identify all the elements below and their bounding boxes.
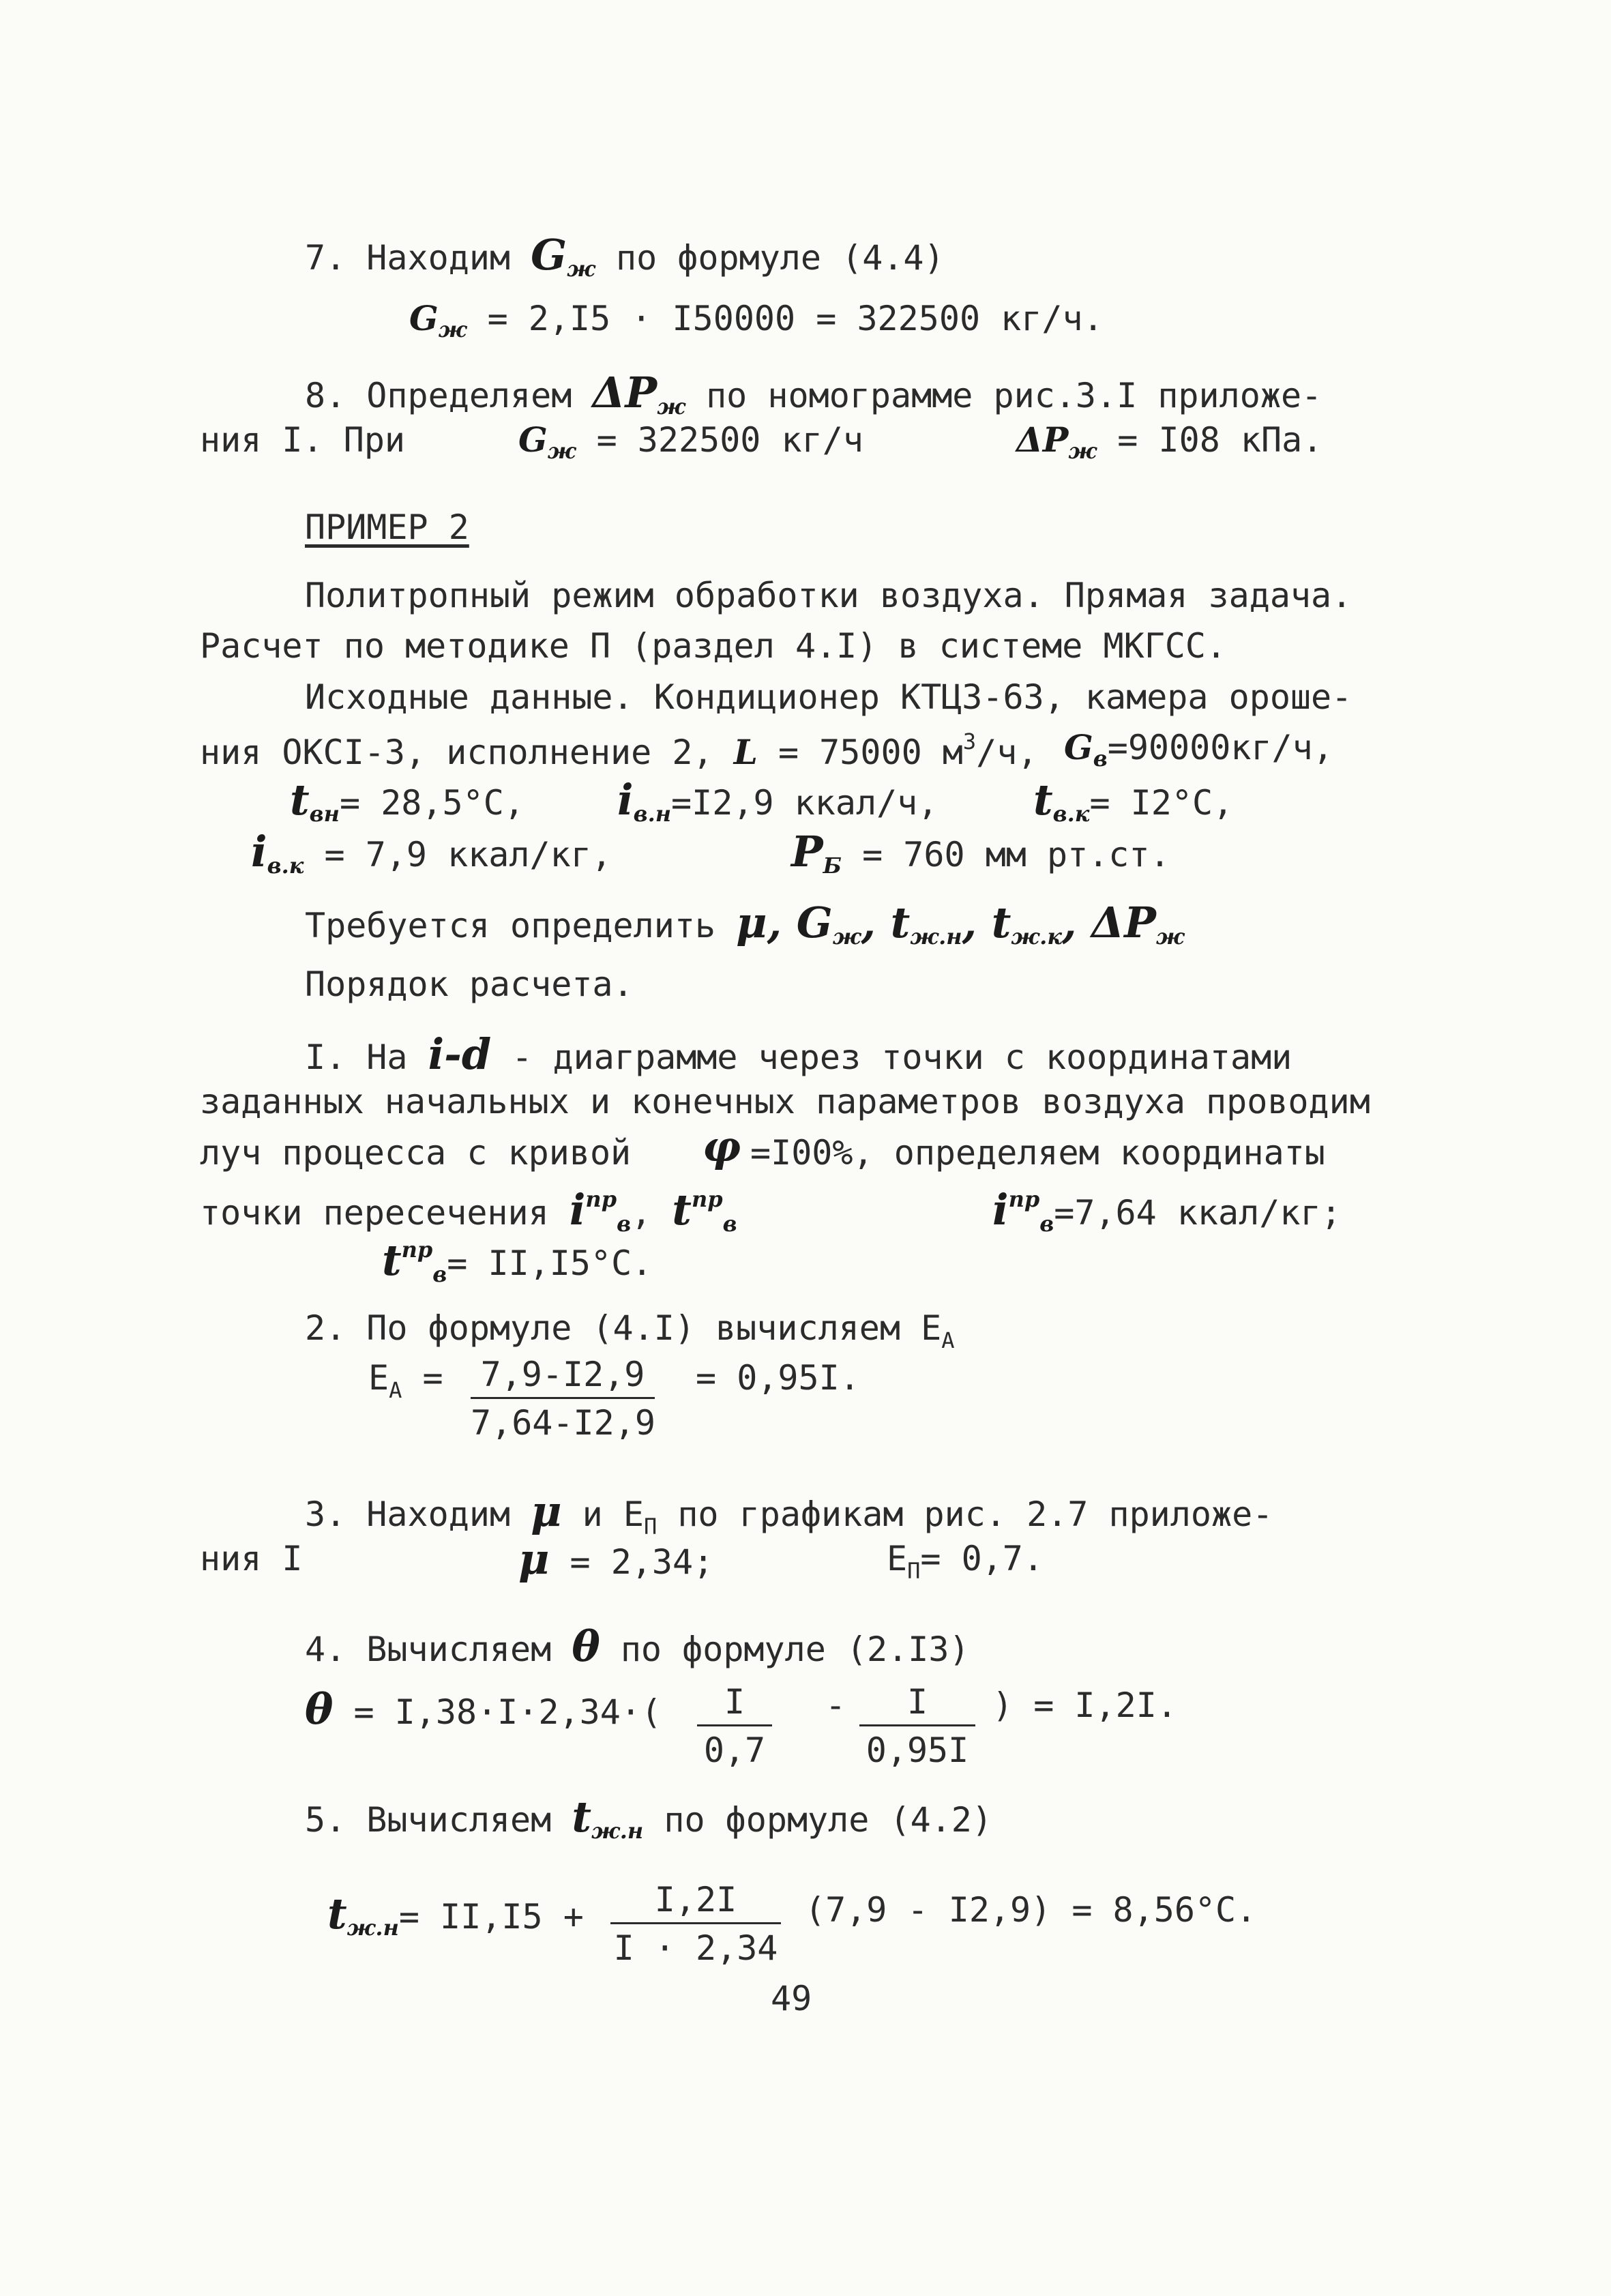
step-1-text: - диаграмме через точки с координатами xyxy=(512,1037,1292,1077)
symbol-i-v-pr: $i^{пр}_в$ xyxy=(569,1185,632,1237)
step-7-heading: 7. Находим xyxy=(305,238,511,278)
fraction-1-denominator: 0,7 xyxy=(703,1731,766,1770)
airflow-unit: /ч, xyxy=(976,733,1038,772)
step-8-g-value xyxy=(518,420,863,464)
ep-symbol: E xyxy=(887,1539,908,1578)
step-5-eq-lhs xyxy=(327,1889,584,1941)
pb-val: = 760 мм рт.ст. xyxy=(862,835,1170,874)
symbol-p-b: $P_Б$ xyxy=(791,827,842,879)
symbol-t-vk: $t_{в.к}$ xyxy=(1033,775,1090,827)
step-7-line xyxy=(305,230,945,282)
order-heading: Порядок расчета. xyxy=(305,965,634,1004)
ivn-value xyxy=(617,775,938,827)
step-7-equation xyxy=(409,298,1104,342)
fraction-1-numerator: I xyxy=(724,1682,745,1722)
fraction-numerator: 7,9-I2,9 xyxy=(480,1355,645,1394)
ivn-val: =I2,9 ккал/ч, xyxy=(671,783,938,823)
step-4-fraction-1 xyxy=(697,1682,772,1770)
fraction-5-denominator: I · 2,34 xyxy=(613,1928,778,1968)
tvn-value xyxy=(290,775,524,827)
ipr-val: =7,64 ккал/кг; xyxy=(1054,1193,1342,1233)
symbol-phi: φ xyxy=(703,1121,741,1171)
symbol-i-d: i-d xyxy=(428,1029,492,1079)
ep-sub-2: П xyxy=(907,1558,921,1584)
ea-symbol: E xyxy=(368,1358,389,1398)
step-1-line1 xyxy=(305,1029,1292,1079)
symbol-i-vn: $i_{в.н}$ xyxy=(617,775,672,827)
fraction-2-bar xyxy=(859,1724,975,1726)
symbol-g-v: $G_в$ xyxy=(1064,727,1108,771)
required-text: Требуется определить xyxy=(305,906,716,945)
fraction-1-bar xyxy=(697,1724,772,1726)
gv-val: =90000кг/ч, xyxy=(1107,728,1333,767)
step-1-line2: заданных начальных и конечных параметров воздуха проводим xyxy=(200,1082,1370,1121)
step-5-eq-text: = II,I5 + xyxy=(398,1897,584,1937)
step-8-dp-val: = I08 кПа. xyxy=(1117,420,1323,460)
fraction-2-numerator: I xyxy=(906,1682,928,1722)
step-4-result: ) = I,2I. xyxy=(992,1686,1177,1725)
symbol-mu-2: μ xyxy=(518,1534,550,1584)
example-para2-line1: Исходные данные. Кондиционер КТЦ3-63, камера ороше- xyxy=(305,677,1353,717)
symbol-theta-2: θ xyxy=(305,1684,334,1734)
symbol-dp-zh-2: $\Delta P_ж$ xyxy=(1016,420,1097,464)
symbol-t-zh-n: $t_{ж.н}$ xyxy=(572,1792,644,1844)
step-2-line1 xyxy=(305,1308,955,1353)
airflow-value: = 75000 м xyxy=(778,733,963,772)
step-5-fraction xyxy=(610,1880,781,1968)
step-4-eq-lhs xyxy=(305,1684,662,1734)
ivk-val: = 7,9 ккал/кг, xyxy=(324,835,612,874)
step-5-line1 xyxy=(305,1792,992,1844)
step-4-eq-text: = I,38·I·2,34·( xyxy=(353,1692,662,1732)
ea-sub: A xyxy=(389,1377,402,1403)
step-2-result: = 0,95I. xyxy=(696,1358,860,1398)
comma-sep: , xyxy=(631,1193,652,1233)
step-8-g-val: = 322500 кг/ч xyxy=(596,420,863,460)
fraction-5-bar xyxy=(610,1922,781,1924)
step-3-and: и E xyxy=(582,1495,644,1534)
pb-value xyxy=(791,827,1170,879)
cube-exponent: 3 xyxy=(962,728,977,754)
page-number: 49 xyxy=(771,1979,812,2018)
tvn-val: = 28,5°C, xyxy=(339,783,524,823)
example-para2-text: ния ОКСI-3, исполнение 2, xyxy=(200,733,713,772)
ep-val: = 0,7. xyxy=(920,1539,1044,1578)
symbol-i-v-pr-2: $i^{пр}_в$ xyxy=(992,1185,1054,1237)
required-symbols: μ, $G_ж$, $t_{ж.н}$, $t_{ж.к}$, $\Delta P_ж$ xyxy=(736,898,1185,950)
symbol-theta: θ xyxy=(572,1621,600,1671)
step-8-dp-value xyxy=(1016,420,1323,464)
step-8-line1 xyxy=(305,368,1322,420)
symbol-i-vk: $i_{в.к}$ xyxy=(251,827,304,879)
step-4-line1 xyxy=(305,1621,970,1671)
step-1-text4: точки пересечения xyxy=(200,1193,549,1233)
step-5-result: (7,9 - I2,9) = 8,56°C. xyxy=(805,1890,1257,1930)
step-3-line2: ния I xyxy=(200,1539,303,1578)
tvk-val: = I2°C, xyxy=(1089,783,1234,823)
example-para1-line1: Политропный режим обработки воздуха. Прямая задача. xyxy=(305,576,1353,615)
example-title: ПРИМЕР 2 xyxy=(305,507,469,547)
mu-val: = 2,34; xyxy=(570,1542,714,1582)
step-7-tail: по формуле (4.4) xyxy=(615,238,945,278)
step-4-minus: - xyxy=(825,1686,846,1725)
symbol-l: L xyxy=(733,732,758,772)
step-4-heading: 4. Вычисляем xyxy=(305,1630,552,1669)
step-5-heading: 5. Вычисляем xyxy=(305,1800,552,1840)
symbol-t-v-pr-2: $t^{пр}_в$ xyxy=(382,1235,447,1287)
symbol-t-v-pr: $t^{пр}_в$ xyxy=(672,1185,737,1237)
step-2-text: 2. По формуле (4.I) вычисляем E xyxy=(305,1308,942,1348)
step-2-fraction xyxy=(471,1355,655,1443)
example-para1-line2: Расчет по методике П (раздел 4.I) в системе МКГСС. xyxy=(200,626,1227,666)
symbol-g-zh-eq: $G_ж$ xyxy=(409,298,467,342)
step-7-equation-rhs: = 2,I5 · I50000 = 322500 кг/ч. xyxy=(487,299,1104,338)
step-1-line3-b: =I00%, определяем координаты xyxy=(750,1133,1325,1173)
symbol-mu: μ xyxy=(531,1486,562,1536)
step-8-text: по номограмме рис.3.I приложе- xyxy=(706,376,1322,415)
step-3-heading: 3. Находим xyxy=(305,1495,511,1534)
step-2-sub: A xyxy=(941,1327,955,1353)
tvk-value xyxy=(1033,775,1234,827)
gv-value xyxy=(1064,727,1333,771)
fraction-2-denominator: 0,95I xyxy=(866,1731,969,1770)
symbol-dp-zh: $\Delta P_ж$ xyxy=(592,368,685,420)
step-2-lhs: $E_A$ = xyxy=(368,1358,443,1403)
step-8-heading: 8. Определяем xyxy=(305,376,572,415)
step-8-text2: ния I. При xyxy=(200,420,406,460)
tpr-val: = II,I5°C. xyxy=(447,1243,653,1283)
step-4-fraction-2 xyxy=(859,1682,975,1770)
ivk-value xyxy=(251,827,612,879)
fraction-5-numerator: I,2I xyxy=(654,1880,737,1919)
step-3-line1 xyxy=(305,1486,1273,1540)
ipr-value xyxy=(992,1185,1342,1237)
step-3-text: по графикам рис. 2.7 приложе- xyxy=(677,1495,1273,1534)
symbol-g-zh: $G_ж$ xyxy=(531,230,595,282)
step-4-text: по формуле (2.I3) xyxy=(620,1630,970,1669)
step-1-line4 xyxy=(200,1185,737,1237)
step-5-text: по формуле (4.2) xyxy=(664,1800,992,1840)
step-1-heading: I. На xyxy=(305,1037,408,1077)
ep-sub-1: П xyxy=(643,1514,657,1540)
step-1-line3 xyxy=(200,1133,632,1173)
required-line xyxy=(305,898,1185,950)
ep-value xyxy=(887,1539,1044,1584)
symbol-t-zh-n-2: $t_{ж.н}$ xyxy=(327,1889,399,1941)
mu-value xyxy=(518,1534,714,1584)
symbol-g-zh-2: $G_ж$ xyxy=(518,420,576,464)
fraction-bar xyxy=(471,1397,655,1399)
symbol-t-vn: $t_{вн}$ xyxy=(290,775,340,827)
example-para2-line2 xyxy=(200,728,1038,772)
step-1-text3: луч процесса с кривой xyxy=(200,1133,632,1173)
tpr-value xyxy=(382,1235,653,1287)
fraction-denominator: 7,64-I2,9 xyxy=(471,1403,655,1443)
step-8-line2 xyxy=(200,420,406,460)
